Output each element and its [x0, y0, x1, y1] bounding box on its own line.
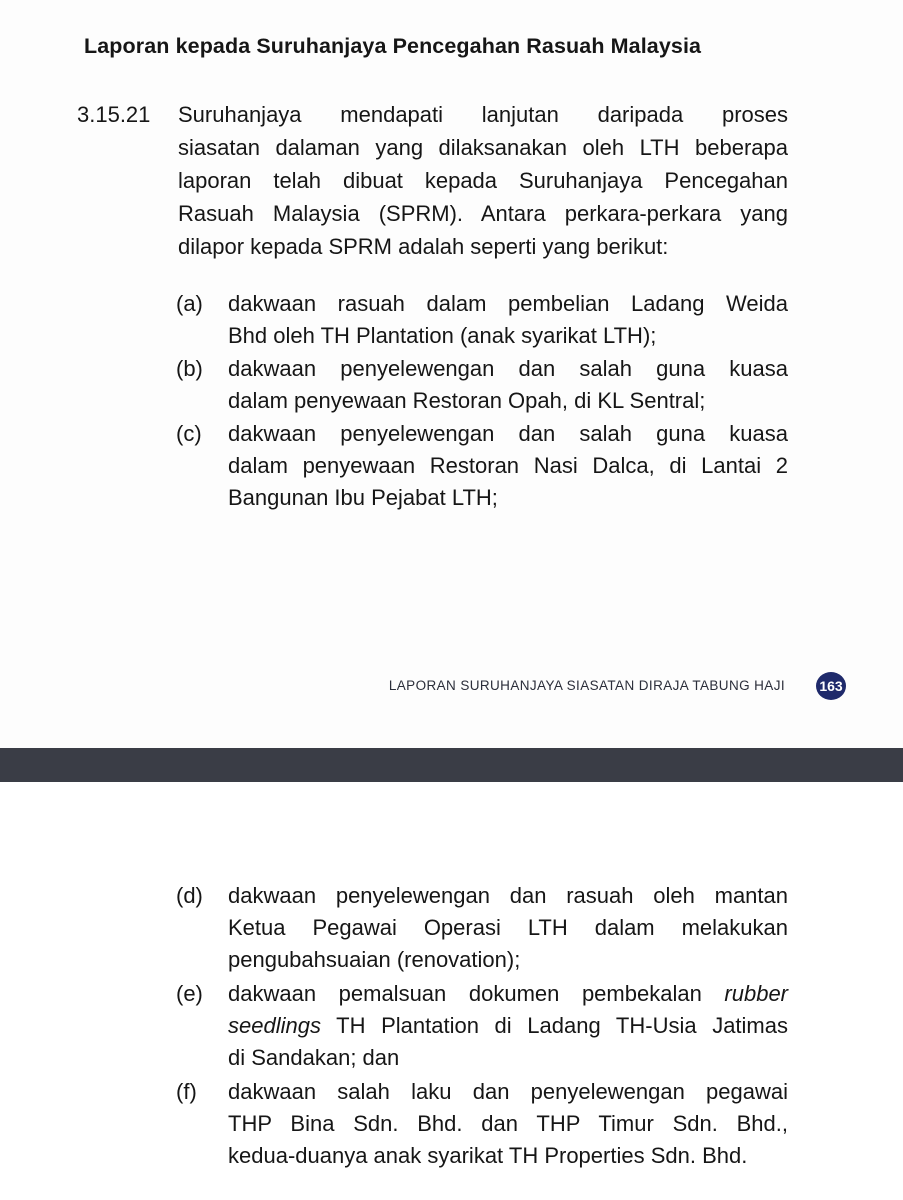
- paragraph-line: Rasuah Malaysia (SPRM). Antara perkara-perkara yang: [178, 201, 788, 226]
- paragraph-line: siasatan dalaman yang dilaksanakan oleh LTH beberapa: [178, 135, 788, 160]
- list-item-line: Ketua Pegawai Operasi LTH dalam melakukan: [228, 915, 788, 940]
- list-item-line: dakwaan penyelewengan dan salah guna kuasa: [228, 356, 788, 381]
- list-item-label: (e): [176, 981, 203, 1006]
- list-item-label: (d): [176, 883, 203, 908]
- list-item-line: dakwaan salah laku dan penyelewengan pegawai: [228, 1079, 788, 1104]
- list-item-text: [228, 880, 788, 976]
- list-item-line: Bhd oleh TH Plantation (anak syarikat LTH);: [228, 323, 657, 348]
- list-item-text: [228, 1076, 788, 1172]
- list-item-line: dakwaan penyelewengan dan rasuah oleh mantan: [228, 883, 788, 908]
- list-item-line: dakwaan penyelewengan dan salah guna kuasa: [228, 421, 788, 446]
- list-item-text: [228, 288, 788, 352]
- list-item-run: dakwaan pemalsuan dokumen pembekalan: [228, 981, 725, 1006]
- list-item-line: kedua-duanya anak syarikat TH Properties Sdn. Bhd.: [228, 1143, 748, 1168]
- page-footer-title: LAPORAN SURUHANJAYA SIASATAN DIRAJA TABUNG HAJI: [388, 678, 785, 693]
- paragraph-number: 3.15.21: [77, 102, 151, 127]
- list-item-line: THP Bina Sdn. Bhd. dan THP Timur Sdn. Bhd.,: [228, 1111, 788, 1136]
- page-separator: [0, 748, 903, 782]
- list-item-line: di Sandakan; dan: [228, 1045, 400, 1070]
- document-page-164: [0, 782, 903, 1200]
- list-item-text: [228, 978, 788, 1074]
- list-item-line: pengubahsuaian (renovation);: [228, 947, 521, 972]
- list-item-text: [228, 353, 788, 417]
- list-item-italic-run: seedlings: [228, 1013, 321, 1038]
- list-item-label: (c): [176, 421, 202, 446]
- list-item-text: [228, 418, 788, 514]
- list-item-line: dakwaan rasuah dalam pembelian Ladang Weida: [228, 291, 788, 316]
- section-heading: Laporan kepada Suruhanjaya Pencegahan Rasuah Malaysia: [84, 34, 702, 58]
- page-number-badge: 163: [816, 672, 846, 700]
- list-item-line: dalam penyewaan Restoran Opah, di KL Sentral;: [228, 388, 706, 413]
- paragraph-line: dilapor kepada SPRM adalah seperti yang berikut:: [178, 234, 669, 259]
- list-item-line: Bangunan Ibu Pejabat LTH;: [228, 485, 498, 510]
- list-item-label: (f): [176, 1079, 197, 1104]
- paragraph-line: laporan telah dibuat kepada Suruhanjaya Pencegahan: [178, 168, 788, 193]
- list-item-line: [228, 978, 788, 1010]
- paragraph-body: [178, 98, 788, 263]
- list-item-italic-run: rubber: [724, 981, 788, 1006]
- list-item-label: (b): [176, 356, 203, 381]
- paragraph-line: Suruhanjaya mendapati lanjutan daripada proses: [178, 102, 788, 127]
- list-item-label: (a): [176, 291, 203, 316]
- list-item-line: [228, 1010, 788, 1042]
- list-item-line: dalam penyewaan Restoran Nasi Dalca, di Lantai 2: [228, 453, 788, 478]
- list-item-run: TH Plantation di Ladang TH-Usia Jatimas: [320, 1013, 788, 1038]
